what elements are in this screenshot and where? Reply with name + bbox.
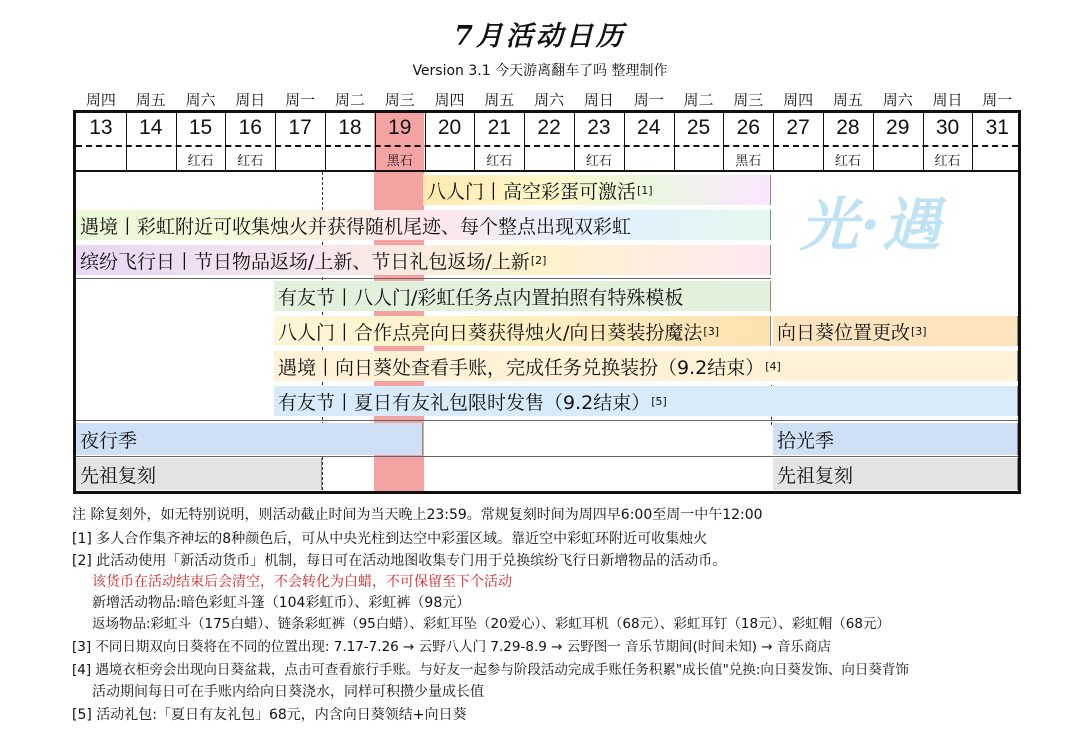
weekday-label: 周五 [135, 91, 166, 109]
row-line [76, 456, 1018, 457]
row-line [76, 420, 1018, 421]
weekday-label: 周六 [185, 91, 216, 109]
note-warning: 该货币在活动结束后会清空，不会转化为白蜡，不可保留至下个活动 [92, 574, 512, 590]
note-line: [3] 不同日期双向日葵将在不同的位置出现: 7.17-7.26 → 云野八人门 7.29-8.9 → 云野图一 音乐节期间(时间未知) → 音乐商店 [72, 639, 831, 655]
note-line: [1] 多人合作集齐神坛的8种颜色后，可从中央光柱到达空中彩蛋区域。靠近空中彩虹环附近可收集烛火 [72, 531, 708, 547]
weekday-label: 周五 [832, 91, 863, 109]
ref-mark: [2] [530, 253, 547, 267]
note-line: [4] 遇境衣柜旁会出现向日葵盆栽，点击可查看旅行手账。与好友一起参与阶段活动完成手账任务积累"成长值"兑换:向日葵发饰、向日葵背饰 [72, 662, 909, 678]
stone-badge: 红石 [585, 154, 612, 169]
event-text: 遇境丨彩虹附近可收集烛火并获得随机尾迹、每个整点出现双彩虹 [80, 215, 632, 238]
event-text: 缤纷飞行日丨节日物品返场/上新、节日礼包返场/上新 [80, 250, 530, 273]
weekday-label: 周三 [733, 91, 764, 109]
date-number: 21 [487, 116, 511, 139]
date-divider [325, 113, 326, 170]
weekday-label: 周六 [882, 91, 913, 109]
date-divider [972, 113, 973, 170]
date-number: 17 [288, 116, 312, 139]
note-line: 返场物品:彩虹斗（175白蜡）、链条彩虹裤（95白蜡）、彩虹耳坠（20爱心）、彩虹耳机（68元）、彩虹耳钉（18元）、彩虹帽（68元） [92, 616, 890, 632]
date-divider [275, 113, 276, 170]
stone-badge: 红石 [187, 154, 214, 169]
date-number: 22 [537, 116, 561, 139]
sky-logo-watermark: 光·遇 [800, 191, 943, 259]
season-bar [76, 423, 423, 455]
weekday-label: 周二 [683, 91, 714, 109]
date-number: 28 [836, 116, 860, 139]
event-text: 遇境丨向日葵处查看手账，完成任务兑换装扮（9.2结束） [278, 356, 765, 379]
stone-badge: 红石 [834, 154, 861, 169]
stone-badge: 红石 [934, 154, 961, 169]
note-line: [5] 活动礼包:「夏日有友礼包」68元，内含向日葵领结+向日葵 [72, 707, 467, 723]
header-bottom-line [76, 170, 1018, 172]
ancestor-bar [773, 458, 1018, 490]
page-subtitle: Version 3.1 今天游离翻车了吗 整理制作 [412, 63, 668, 79]
date-separator [76, 145, 1018, 147]
season-text: 拾光季 [777, 429, 835, 452]
date-number: 19 [388, 116, 412, 139]
date-number: 31 [985, 116, 1009, 139]
event-text: 八人门丨合作点亮向日葵获得烛火/向日葵装扮魔法 [278, 321, 703, 344]
date-divider [425, 113, 426, 170]
weekday-label: 周二 [334, 91, 365, 109]
event-bar [76, 245, 771, 275]
date-divider [624, 113, 625, 170]
stone-badge: 红石 [237, 154, 264, 169]
ancestor-text: 先祖复刻 [80, 464, 157, 487]
date-divider [524, 113, 525, 170]
event-bar [274, 351, 1018, 381]
event-bar [274, 316, 771, 346]
date-divider [773, 113, 774, 170]
event-text: 有友节丨八人门/彩虹任务点内置拍照有特殊模板 [278, 286, 684, 309]
ref-mark: [1] [637, 183, 653, 197]
event-bar [423, 175, 771, 205]
date-number: 20 [437, 116, 462, 139]
event-bar [773, 316, 1018, 346]
season-bar [773, 423, 1018, 455]
date-number: 27 [786, 116, 810, 139]
stone-badge: 黑石 [735, 154, 762, 169]
date-number: 13 [89, 116, 113, 139]
event-bar [274, 386, 1018, 416]
date-number: 26 [736, 116, 760, 139]
event-text: 有友节丨夏日有友礼包限时发售（9.2结束） [278, 391, 651, 414]
note-line: 新增活动物品:暗色彩虹斗篷（104彩虹币）、彩虹裤（98元） [92, 595, 471, 611]
date-number: 18 [338, 116, 362, 139]
weekday-label: 周四 [783, 91, 814, 109]
note-line: 注 除复刻外，如无特别说明，则活动截止时间为当天晚上23:59。常规复刻时间为周四早6:00至周一中午12:00 [72, 507, 763, 523]
stone-badge: 红石 [486, 154, 513, 169]
weekday-label: 周六 [534, 91, 565, 109]
weekday-label: 周一 [285, 91, 316, 109]
weekday-label: 周五 [484, 91, 515, 109]
date-divider [873, 113, 874, 170]
ref-mark: [4] [765, 359, 781, 373]
ref-mark: [5] [651, 394, 667, 408]
weekday-label: 周一 [982, 91, 1013, 109]
row-line [76, 278, 771, 279]
event-text: 向日葵位置更改 [777, 321, 911, 344]
date-number: 14 [139, 116, 163, 139]
ref-mark: [3] [703, 324, 719, 338]
event-bar [274, 281, 771, 311]
weekday-label: 周日 [583, 91, 614, 109]
event-text: 八人门丨高空彩蛋可激活 [427, 180, 637, 203]
date-number: 29 [886, 116, 910, 139]
weekday-label: 周四 [85, 91, 116, 109]
weekday-label: 周一 [633, 91, 664, 109]
date-divider [126, 113, 127, 170]
note-line: [2] 此活动使用「新活动货币」机制，每日可在活动地图收集专门用于兑换缤纷飞行日新增物品的活动币。 [72, 553, 727, 569]
date-number: 24 [637, 116, 661, 139]
weekday-label: 周日 [235, 91, 266, 109]
date-number: 30 [935, 116, 960, 139]
note-line: 活动期间每日可在手账内给向日葵浇水，同样可积攒少量成长值 [92, 684, 484, 700]
date-number: 16 [238, 116, 262, 139]
event-bar [76, 210, 771, 240]
date-divider [674, 113, 675, 170]
weekday-label: 周四 [434, 91, 465, 109]
weekday-label: 周三 [384, 91, 415, 109]
date-number: 15 [188, 116, 213, 139]
page-title: 7月活动日历 [454, 21, 626, 52]
weekday-label: 周日 [932, 91, 963, 109]
ancestor-text: 先祖复刻 [777, 464, 854, 487]
date-number: 23 [587, 116, 611, 139]
ref-mark: [3] [911, 324, 927, 338]
ancestor-bar [76, 458, 322, 490]
stone-badge: 黑石 [386, 154, 413, 169]
season-text: 夜行季 [80, 429, 138, 452]
date-number: 25 [686, 116, 711, 139]
